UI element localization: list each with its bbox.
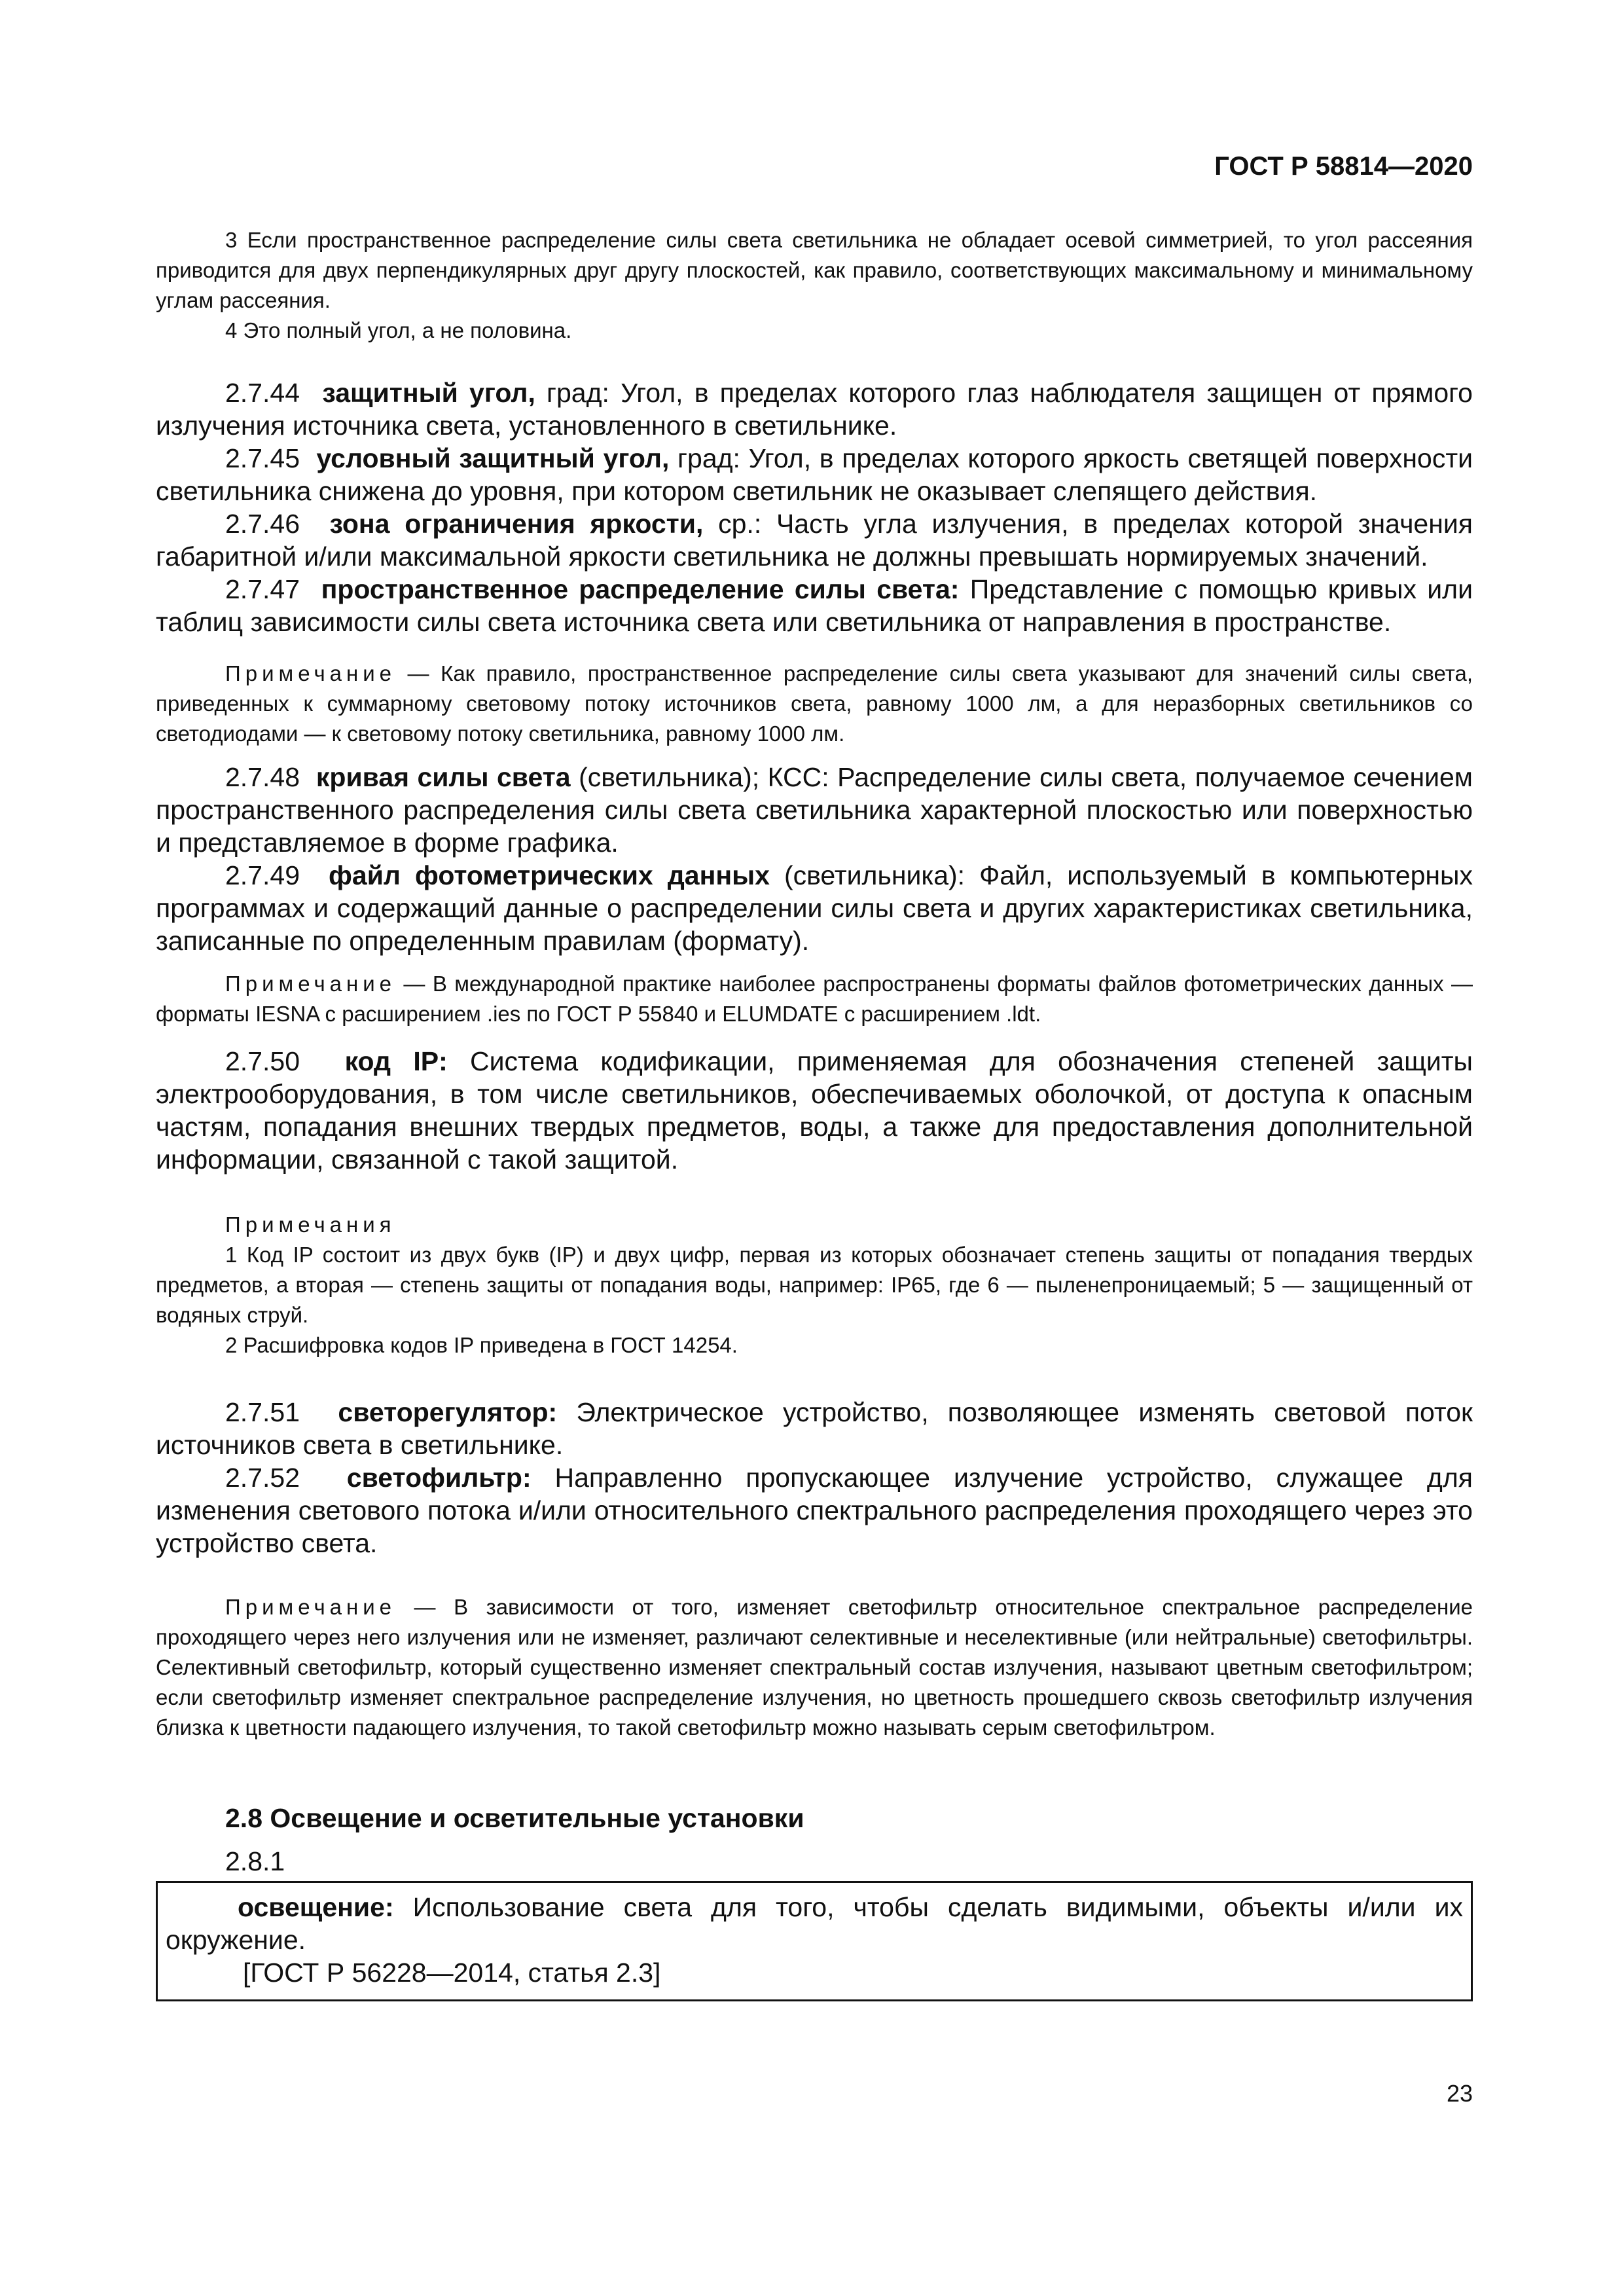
term-name: освещение: (238, 1892, 394, 1922)
term-name: защитный угол, (322, 378, 535, 408)
note-text: Примечание — В зависимости от того, изменяет светофильтр относительное спектральное распределение проходящего через него излучения или не изменяет, различают селективные и неселективные (или нейтральные) светофильтры. Селективный светофильтр, который существенно изменяет спектральный состав излучения, называют цветным светофильтром; если светофильтр изменяет спектральное распределение излучения, но цветность прошедшего сквозь светофильтр излучения близка к цветности падающего излучения, то такой светофильтр можно называть серым светофильтром. (156, 1595, 1473, 1740)
term-2-7-48: 2.7.48 кривая силы света (светильника); КСС: Распределение силы света, получаемое сечением пространственного распределения силы света светильника характерной плоскостью или поверхностью и представляемое в форме графика. (156, 762, 1473, 858)
note-item-3: 3 Если пространственное распределение силы света светильника не обладает осевой симметрией, то угол рассеяния приводится для двух перпендикулярных друг другу плоскостей, как правило, соответствующих максимальному и минимальному углам рассеяния. (156, 228, 1473, 312)
terms-2751-2752 (156, 1396, 1473, 1559)
note-item-2: 2 Расшифровка кодов IP приведена в ГОСТ 14254. (225, 1333, 738, 1357)
term-name: светофильтр: (346, 1463, 532, 1493)
definition-text: освещение: Использование света для того, чтобы сделать видимыми, объекты и/или их окружение. (166, 1892, 1463, 1955)
term-2-7-51: 2.7.51 светорегулятор: Электрическое устройство, позволяющее изменять световой поток источников света в светильнике. (156, 1397, 1473, 1460)
term-name: кривая силы света (316, 762, 571, 792)
term-2-7-52: 2.7.52 светофильтр: Направленно пропускающее излучение устройство, служащее для изменения светового потока и/или относительного спектрального распределения проходящего через это устройство света. (156, 1463, 1473, 1558)
notes-top (156, 225, 1473, 346)
term-2-7-50: 2.7.50 код IP: Система кодификации, применяемая для обозначения степеней защиты электрооборудования, в том числе светильников, обеспечиваемых оболочкой, от доступа к опасным частям, попадания внешних твердых предметов, воды, а также для предоставления дополнительной информации, связанной с такой защитой. (156, 1046, 1473, 1175)
note-item-4: 4 Это полный угол, а не половина. (225, 318, 572, 342)
term-2-7-49: 2.7.49 файл фотометрических данных (светильника): Файл, используемый в компьютерных программах и содержащий данные о распределении силы света и других характеристиках светильника, записанные по определенным правилам (формату). (156, 860, 1473, 956)
section-title: 2.8 Освещение и осветительные установки (225, 1803, 804, 1833)
term-2-7-46: 2.7.46 зона ограничения яркости, ср.: Часть угла излучения, в пределах которой значения габаритной и/или максимальной яркости светильника не должны превышать нормируемых значений. (156, 509, 1473, 572)
page-number: 23 (1446, 2080, 1473, 2107)
term-2-7-44: 2.7.44 защитный угол, град: Угол, в пределах которого глаз наблюдателя защищен от прямого излучения источника света, установленного в светильнике. (156, 378, 1473, 441)
notes-label: Примечания (225, 1212, 396, 1237)
note-2749 (156, 969, 1473, 1029)
note-2752 (156, 1592, 1473, 1743)
term-name: светорегулятор: (338, 1397, 558, 1427)
note-label: Примечание (225, 1595, 397, 1619)
note-label: Примечание (225, 661, 397, 685)
term-name: зона ограничения яркости, (329, 509, 704, 539)
definition-source: [ГОСТ Р 56228—2014, статья 2.3] (243, 1958, 661, 1988)
definition-box (156, 1881, 1473, 2001)
section-item-number: 2.8.1 (225, 1846, 285, 1876)
term-name: код IP: (344, 1046, 448, 1076)
note-item-1: 1 Код IP состоит из двух букв (IP) и двух цифр, первая из которых обозначает степень защиты от попадания твердых предметов, а вторая — степень защиты от попадания воды, например: IP65, где 6 — пыленепроницаемый; 5 — защищенный от водяных струй. (156, 1243, 1473, 1327)
note-label: Примечание (225, 972, 397, 996)
terms-2744-2747 (156, 376, 1473, 638)
document-header: ГОСТ Р 58814—2020 (1214, 152, 1473, 181)
term-name: пространственное распределение силы света: (321, 574, 960, 604)
notes-2750 (156, 1210, 1473, 1360)
term-name: условный защитный угол, (316, 443, 670, 473)
term-2-7-45: 2.7.45 условный защитный угол, град: Угол, в пределах которого яркость светящей поверхности светильника снижена до уровня, при котором светильник не оказывает слепящего действия. (156, 443, 1473, 506)
note-2747 (156, 659, 1473, 749)
term-block-2750 (156, 1045, 1473, 1176)
note-text: Примечание — Как правило, пространственное распределение силы света указывают для значений силы света, приведенных к суммарному световому потоку источников света, равному 1000 лм, а для неразборных светильников со светодиодами — к световому потоку светильника, равному 1000 лм. (156, 661, 1473, 746)
note-text: Примечание — В международной практике наиболее распространены форматы файлов фотометрических данных — форматы IESNA с расширением .ies по ГОСТ Р 55840 и ELUMDATE с расширением .ldt. (156, 972, 1473, 1026)
terms-2748-2749 (156, 761, 1473, 957)
term-2-7-47: 2.7.47 пространственное распределение силы света: Представление с помощью кривых или таблиц зависимости силы света источника света или светильника от направления в пространстве. (156, 574, 1473, 637)
term-name: файл фотометрических данных (329, 860, 770, 890)
section-2-8 (156, 1802, 1473, 1878)
